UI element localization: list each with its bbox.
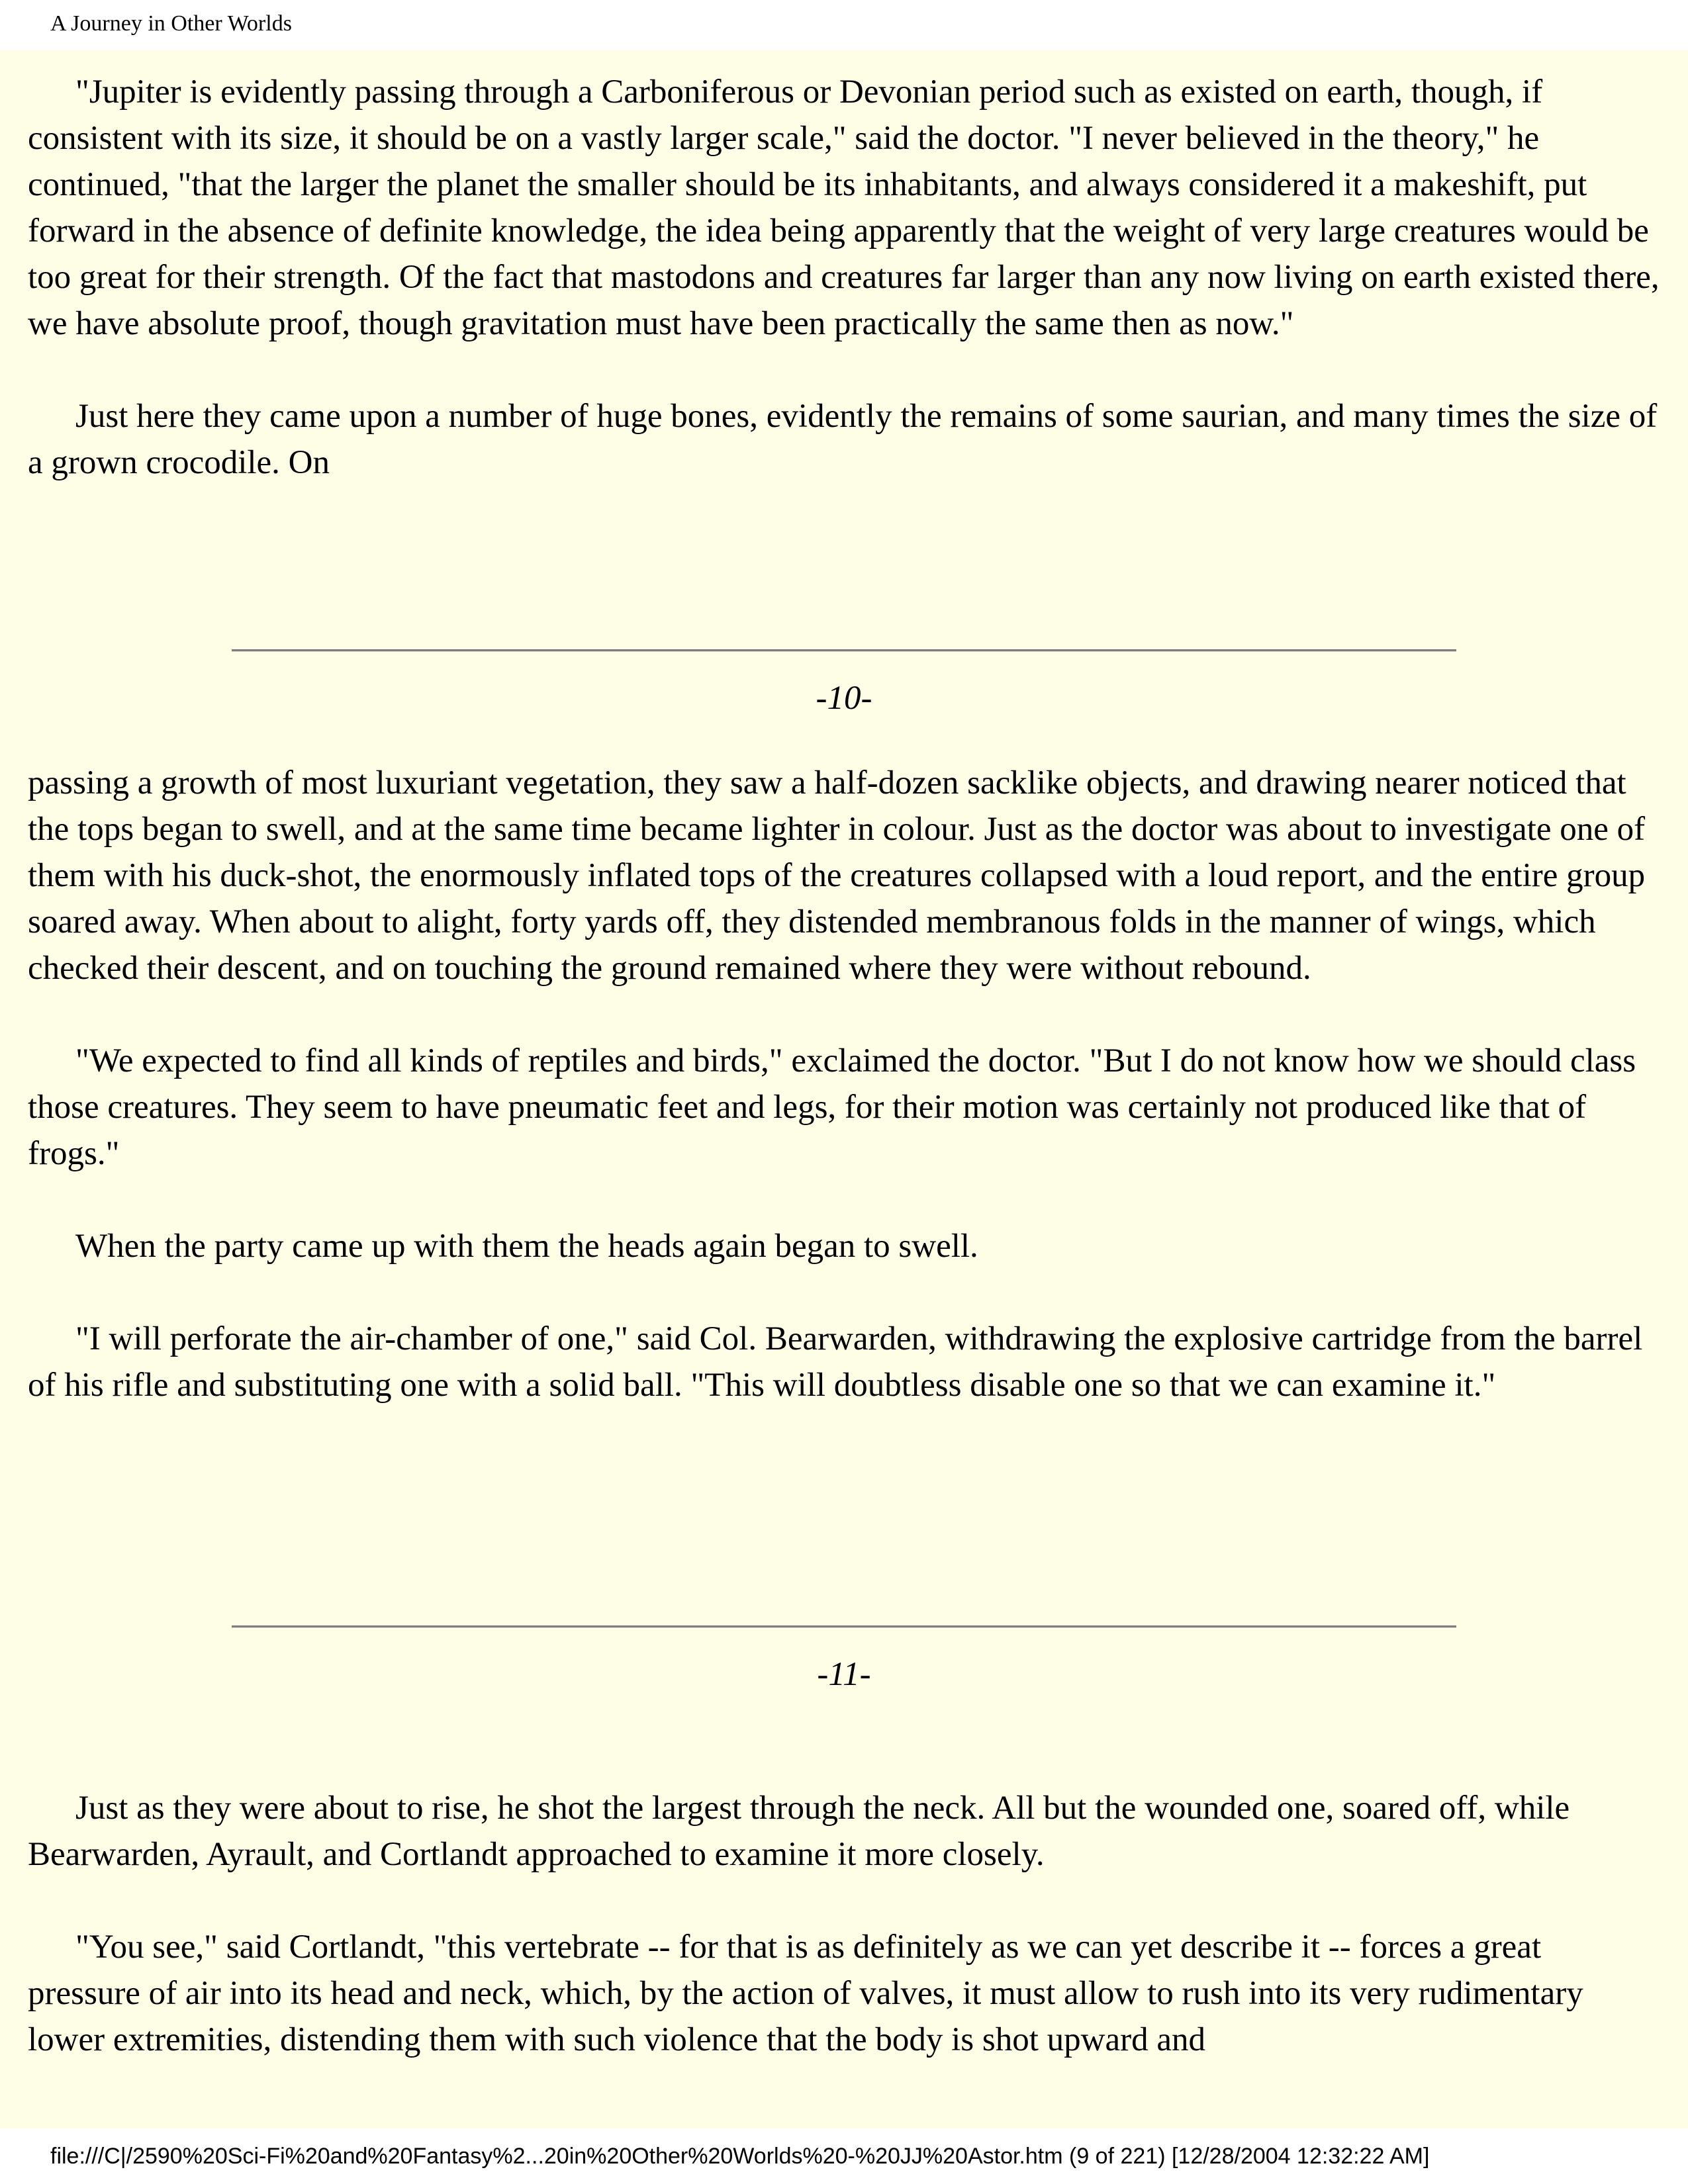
document-title: A Journey in Other Worlds — [50, 11, 292, 36]
paragraph: passing a growth of most luxuriant vegetation, they saw a half-dozen sacklike objects, and drawing nearer noticed that the tops began to swell, and at the same time became lighter in colour. Just as the doctor was about to investigate one of them with his duck-shot, the enormously inflated tops of the creatures collapsed with a loud report, and the entire group soared away. When about to alight, forty yards off, they distended membranous folds in the manner of wings, which checked their descent, and on touching the ground remained where they were without rebound. — [28, 764, 1646, 987]
page-footer — [0, 2128, 1688, 2184]
text-section-3 — [28, 1785, 1660, 2063]
text-section-1 — [28, 69, 1660, 486]
page-break-rule — [232, 649, 1456, 652]
paragraph: When the party came up with them the heads again began to swell. — [75, 1228, 978, 1265]
file-path-status: file:///C|/2590%20Sci-Fi%20and%20Fantasy%2...20in%20Other%20Worlds%20-%20JJ%20Astor.htm (9 of 221) [12/28/2004 12:32:22 AM] — [50, 2144, 1430, 2169]
paragraph: "We expected to find all kinds of reptiles and birds," exclaimed the doctor. "But I do not know how we should class those creatures. They seem to have pneumatic feet and legs, for their motion was certainly not produced like that of frogs." — [28, 1042, 1636, 1172]
paragraph: "Jupiter is evidently passing through a Carboniferous or Devonian period such as existed on earth, though, if consistent with its size, it should be on a vastly larger scale," said the doctor. "I never believed in the theory," he continued, "that the larger the planet the smaller should be its inhabitants, and always considered it a makeshift, put forward in the absence of definite knowledge, the idea being apparently that the weight of very large creatures would be too great for their strength. Of the fact that mastodons and creatures far larger than any now living on earth existed there, we have absolute proof, though gravitation must have been practically the same then as now." — [28, 73, 1660, 342]
page-number: -10- — [816, 680, 872, 717]
paragraph: Just here they came upon a number of huge bones, evidently the remains of some saurian, and many times the size of a grown crocodile. On — [28, 398, 1658, 481]
page-number: -11- — [817, 1656, 871, 1693]
paragraph: "You see," said Cortlandt, "this vertebrate -- for that is as definitely as we can yet describe it -- forces a great pressure of air into its head and neck, which, by the action of valves, it must allow to rush into its very rudimentary lower extremities, distending them with such violence that the body is shot upward and — [28, 1929, 1583, 2058]
page-break-rule — [232, 1625, 1456, 1628]
text-section-2 — [28, 760, 1660, 1408]
paragraph: "I will perforate the air-chamber of one," said Col. Bearwarden, withdrawing the explosive cartridge from the barrel of his rifle and substituting one with a solid ball. "This will doubtless disable one so that we can examine it." — [28, 1320, 1643, 1404]
document-body — [0, 50, 1688, 2128]
paragraph: Just as they were about to rise, he shot the largest through the neck. All but the wounded one, soared off, while Bearwarden, Ayrault, and Cortlandt approached to examine it more closely. — [28, 1790, 1570, 1873]
page-header — [0, 0, 1688, 50]
